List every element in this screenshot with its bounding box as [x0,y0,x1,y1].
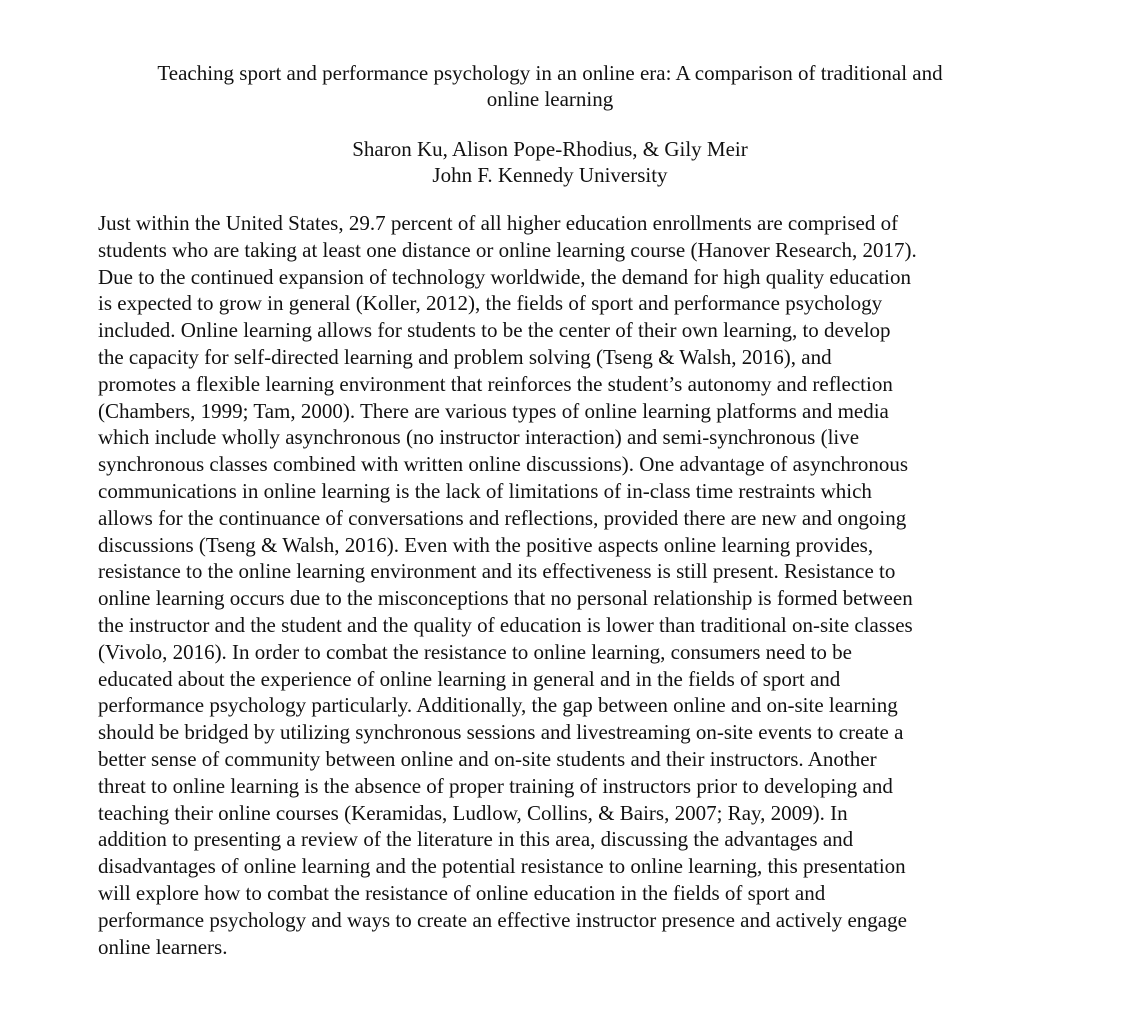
abstract-line: disadvantages of online learning and the potential resistance to online learning, this presentation [98,854,906,879]
abstract-line: online learning occurs due to the misconceptions that no personal relationship is formed between [98,586,913,611]
abstract-line: Just within the United States, 29.7 percent of all higher education enrollments are comprised of [98,211,899,235]
document-title [98,60,1002,112]
abstract-line: the instructor and the student and the quality of education is lower than traditional on-site classes [98,612,913,637]
abstract-line: communications in online learning is the lack of limitations of in-class time restraints which [98,478,872,503]
title-line: online learning [486,87,614,111]
abstract-line: addition to presenting a review of the literature in this area, discussing the advantages and [98,827,854,852]
abstract-line: educated about the experience of online learning in general and in the fields of sport and [98,666,841,691]
abstract-line: discussions (Tseng & Walsh, 2016). Even with the positive aspects online learning provides, [98,532,874,557]
abstract-line: teaching their online courses (Keramidas, Ludlow, Collins, & Bairs, 2007; Ray, 2009). In [98,800,848,825]
abstract-line: allows for the continuance of conversations and reflections, provided there are new and ongoing [98,505,907,530]
title-line: Teaching sport and performance psychology in an online era: A comparison of traditional and [157,61,943,85]
abstract-line: Due to the continued expansion of technology worldwide, the demand for high quality education [98,264,911,289]
abstract-line: is expected to grow in general (Koller, 2012), the fields of sport and performance psychology [98,291,883,316]
abstract-line: online learners. [98,934,228,959]
abstract-line: resistance to the online learning environment and its effectiveness is still present. Resistance to [98,559,896,584]
abstract-line: performance psychology and ways to create an effective instructor presence and actively engage [98,907,907,932]
abstract-line: the capacity for self-directed learning and problem solving (Tseng & Walsh, 2016), and [98,344,832,369]
abstract-line: should be bridged by utilizing synchronous sessions and livestreaming on-site events to create a [98,720,904,745]
author-names: Sharon Ku, Alison Pope-Rhodius, & Gily Meir [352,137,748,161]
author-block [98,136,1002,188]
abstract-body [98,210,1018,960]
abstract-line: performance psychology particularly. Additionally, the gap between online and on-site learning [98,693,898,718]
abstract-line: better sense of community between online and on-site students and their instructors. Another [98,746,877,771]
abstract-line: threat to online learning is the absence of proper training of instructors prior to developing and [98,773,893,798]
abstract-line: which include wholly asynchronous (no instructor interaction) and semi-synchronous (live [98,425,860,450]
abstract-line: (Chambers, 1999; Tam, 2000). There are various types of online learning platforms and media [98,398,889,423]
abstract-line: included. Online learning allows for students to be the center of their own learning, to develop [98,318,891,343]
abstract-line: students who are taking at least one distance or online learning course (Hanover Research, 2017). [98,237,917,262]
abstract-line: synchronous classes combined with written online discussions). One advantage of asynchronous [98,452,909,477]
abstract-line: (Vivolo, 2016). In order to combat the resistance to online learning, consumers need to be [98,639,852,664]
abstract-line: promotes a flexible learning environment that reinforces the student’s autonomy and reflection [98,371,893,396]
affiliation: John F. Kennedy University [432,163,668,187]
abstract-line: will explore how to combat the resistance of online education in the fields of sport and [98,880,826,905]
